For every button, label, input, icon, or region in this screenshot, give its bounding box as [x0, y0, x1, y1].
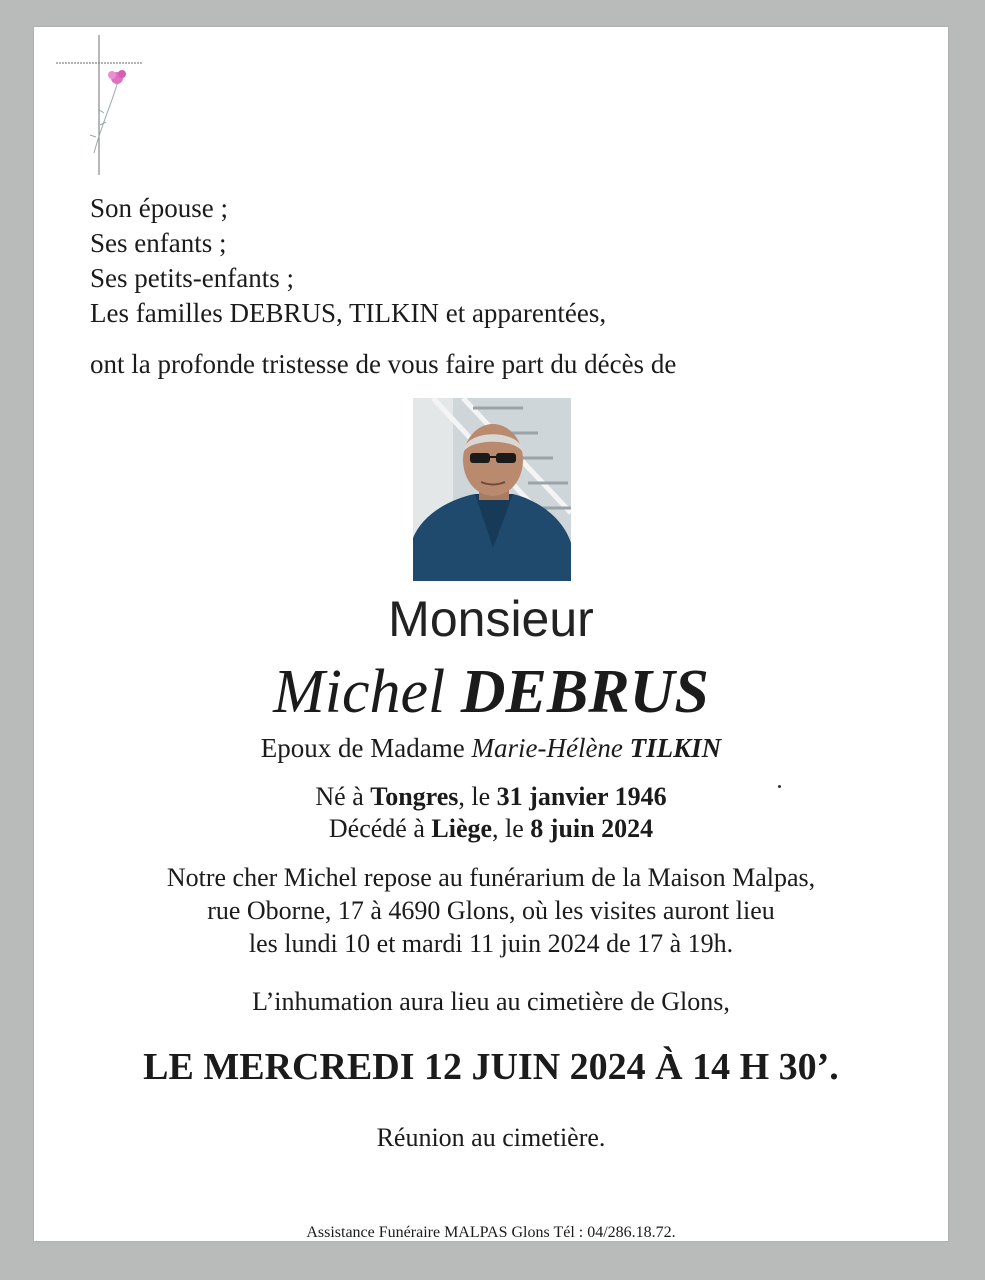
family-line-grandchildren: Ses petits-enfants ;	[90, 263, 294, 293]
birth-place: Tongres	[370, 782, 459, 811]
burial-date: LE MERCREDI 12 JUIN 2024 À 14 H 30’.	[143, 1046, 839, 1088]
deceased-title: Monsieur	[388, 591, 594, 647]
repose-line-2: rue Oborne, 17 à 4690 Glons, où les visites auront lieu	[207, 896, 775, 925]
repose-line-3: les lundi 10 et mardi 11 juin 2024 de 17 à 19h.	[248, 929, 734, 958]
portrait-photo	[413, 398, 571, 581]
announcement-intro: ont la profonde tristesse de vous faire part du décès de	[90, 349, 677, 379]
death-mid: , le	[492, 814, 524, 843]
death-prefix: Décédé à	[328, 814, 425, 843]
scan-speck	[778, 785, 781, 788]
death-place: Liège	[431, 814, 493, 843]
spouse-last-name: TILKIN	[629, 733, 722, 763]
spouse-line	[34, 733, 948, 764]
meeting-note: Réunion au cimetière.	[376, 1123, 606, 1152]
death-line	[34, 813, 948, 845]
repose-line-1: Notre cher Michel repose au funérarium de la Maison Malpas,	[166, 863, 816, 892]
family-line-spouse: Son épouse ;	[90, 193, 228, 223]
life-dates	[34, 781, 948, 845]
spouse-prefix: Epoux de Madame	[260, 733, 465, 763]
deceased-name	[34, 657, 948, 728]
spouse-first-name: Marie-Hélène	[471, 733, 623, 763]
burial-text: L’inhumation aura lieu au cimetière de Glons,	[252, 987, 730, 1016]
cross-with-flower-icon	[54, 33, 144, 178]
family-line-children: Ses enfants ;	[90, 228, 227, 258]
birth-date: 31 janvier 1946	[496, 782, 667, 811]
birth-mid: , le	[458, 782, 491, 811]
family-list	[90, 191, 606, 331]
repose-info	[34, 861, 948, 960]
obituary-card	[34, 27, 948, 1241]
deceased-first-name: Michel	[273, 658, 446, 726]
deceased-last-name: DEBRUS	[460, 658, 709, 726]
funeral-home-footer: Assistance Funéraire MALPAS Glons Tél : 04/286.18.72.	[306, 1224, 676, 1241]
death-date: 8 juin 2024	[530, 814, 654, 843]
birth-line	[34, 781, 948, 813]
family-line-families: Les familles DEBRUS, TILKIN et apparentées,	[90, 298, 607, 328]
birth-prefix: Né à	[315, 782, 364, 811]
